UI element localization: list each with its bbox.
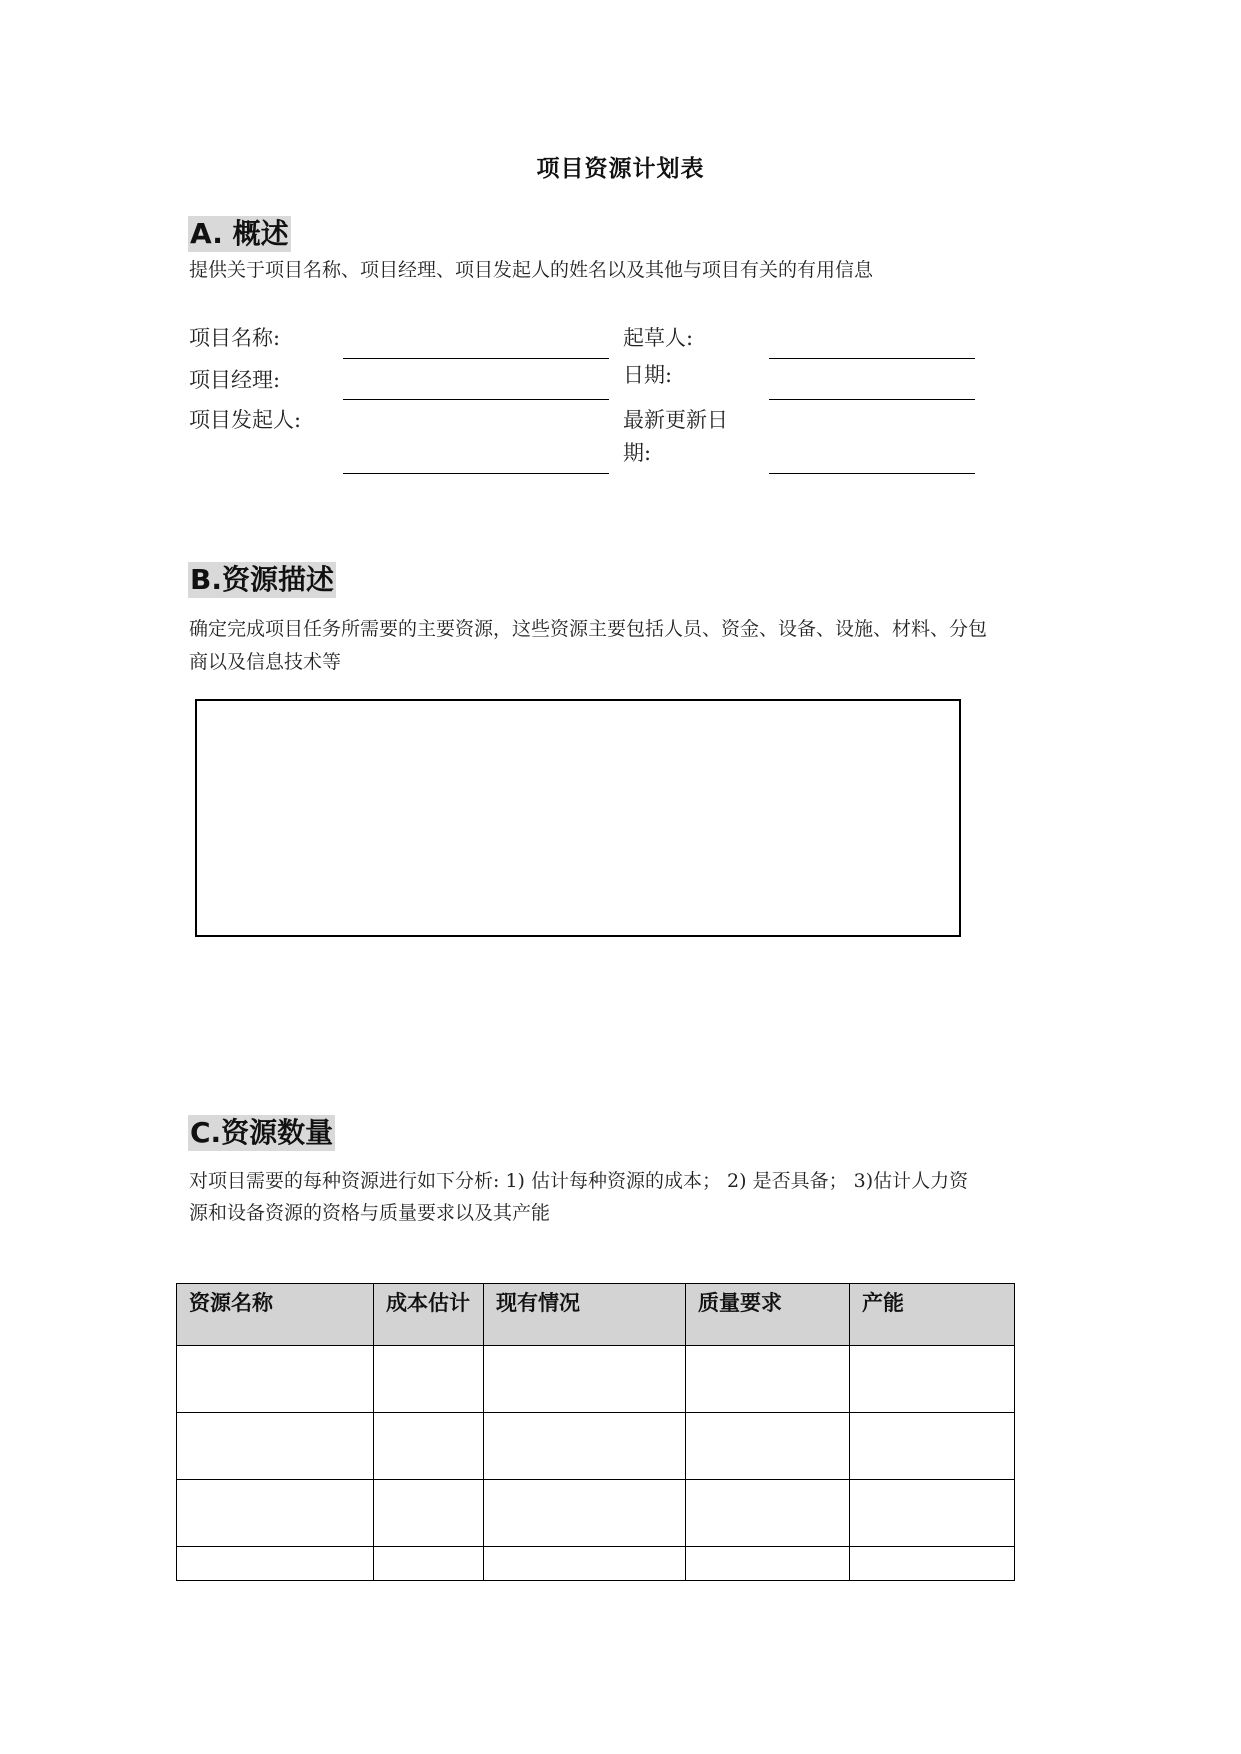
table-cell[interactable] — [177, 1346, 374, 1413]
table-row — [177, 1346, 1015, 1413]
header-capacity: 产能 — [850, 1284, 1015, 1346]
section-b-description-line2: 商以及信息技术等 — [189, 651, 342, 673]
table-cell[interactable] — [484, 1547, 686, 1581]
table-cell[interactable] — [686, 1480, 850, 1547]
section-a-description: 提供关于项目名称、项目经理、项目发起人的姓名以及其他与项目有关的有用信息 — [189, 259, 874, 281]
header-quality-requirement: 质量要求 — [686, 1284, 850, 1346]
table-cell[interactable] — [850, 1480, 1015, 1547]
last-updated-label-line2: 期: — [623, 441, 652, 465]
drafter-field[interactable] — [769, 358, 975, 359]
section-c-description-line2: 源和设备资源的资格与质量要求以及其产能 — [189, 1202, 551, 1224]
table-cell[interactable] — [177, 1413, 374, 1480]
project-sponsor-label: 项目发起人: — [189, 408, 302, 432]
resource-description-box[interactable] — [195, 699, 961, 937]
last-updated-field[interactable] — [769, 473, 975, 474]
date-field[interactable] — [769, 399, 975, 400]
table-cell[interactable] — [850, 1346, 1015, 1413]
table-cell[interactable] — [374, 1346, 484, 1413]
section-b-heading: B.资源描述 — [190, 563, 334, 596]
header-resource-name: 资源名称 — [177, 1284, 374, 1346]
table-cell[interactable] — [374, 1413, 484, 1480]
resource-quantity-table — [176, 1283, 1015, 1581]
table-cell[interactable] — [686, 1346, 850, 1413]
table-cell[interactable] — [484, 1480, 686, 1547]
table-cell[interactable] — [686, 1413, 850, 1480]
last-updated-label-line1: 最新更新日 — [623, 408, 728, 432]
table-row — [177, 1480, 1015, 1547]
project-manager-field[interactable] — [343, 399, 609, 400]
project-name-label: 项目名称: — [189, 326, 281, 350]
table-cell[interactable] — [374, 1547, 484, 1581]
table-row — [177, 1413, 1015, 1480]
table-cell[interactable] — [686, 1547, 850, 1581]
date-label: 日期: — [623, 363, 673, 387]
table-cell[interactable] — [484, 1413, 686, 1480]
drafter-label: 起草人: — [623, 326, 694, 350]
section-c-description-line1: 对项目需要的每种资源进行如下分析: 1) 估计每种资源的成本； 2) 是否具备； 3)估计人力资 — [189, 1170, 969, 1192]
table-cell[interactable] — [374, 1480, 484, 1547]
table-cell[interactable] — [850, 1413, 1015, 1480]
header-availability: 现有情况 — [484, 1284, 686, 1346]
section-a-heading: A. 概述 — [190, 217, 289, 250]
table-header-row — [177, 1284, 1015, 1346]
project-manager-label: 项目经理: — [189, 368, 281, 392]
table-cell[interactable] — [484, 1346, 686, 1413]
header-cost-estimate: 成本估计 — [374, 1284, 484, 1346]
page-title: 项目资源计划表 — [536, 155, 705, 182]
project-name-field[interactable] — [343, 358, 609, 359]
section-b-description-line1: 确定完成项目任务所需要的主要资源，这些资源主要包括人员、资金、设备、设施、材料、分包 — [189, 618, 988, 640]
table-cell[interactable] — [177, 1547, 374, 1581]
section-c-heading: C.资源数量 — [190, 1116, 334, 1149]
table-row — [177, 1547, 1015, 1581]
project-sponsor-field[interactable] — [343, 473, 609, 474]
table-cell[interactable] — [177, 1480, 374, 1547]
table-cell[interactable] — [850, 1547, 1015, 1581]
